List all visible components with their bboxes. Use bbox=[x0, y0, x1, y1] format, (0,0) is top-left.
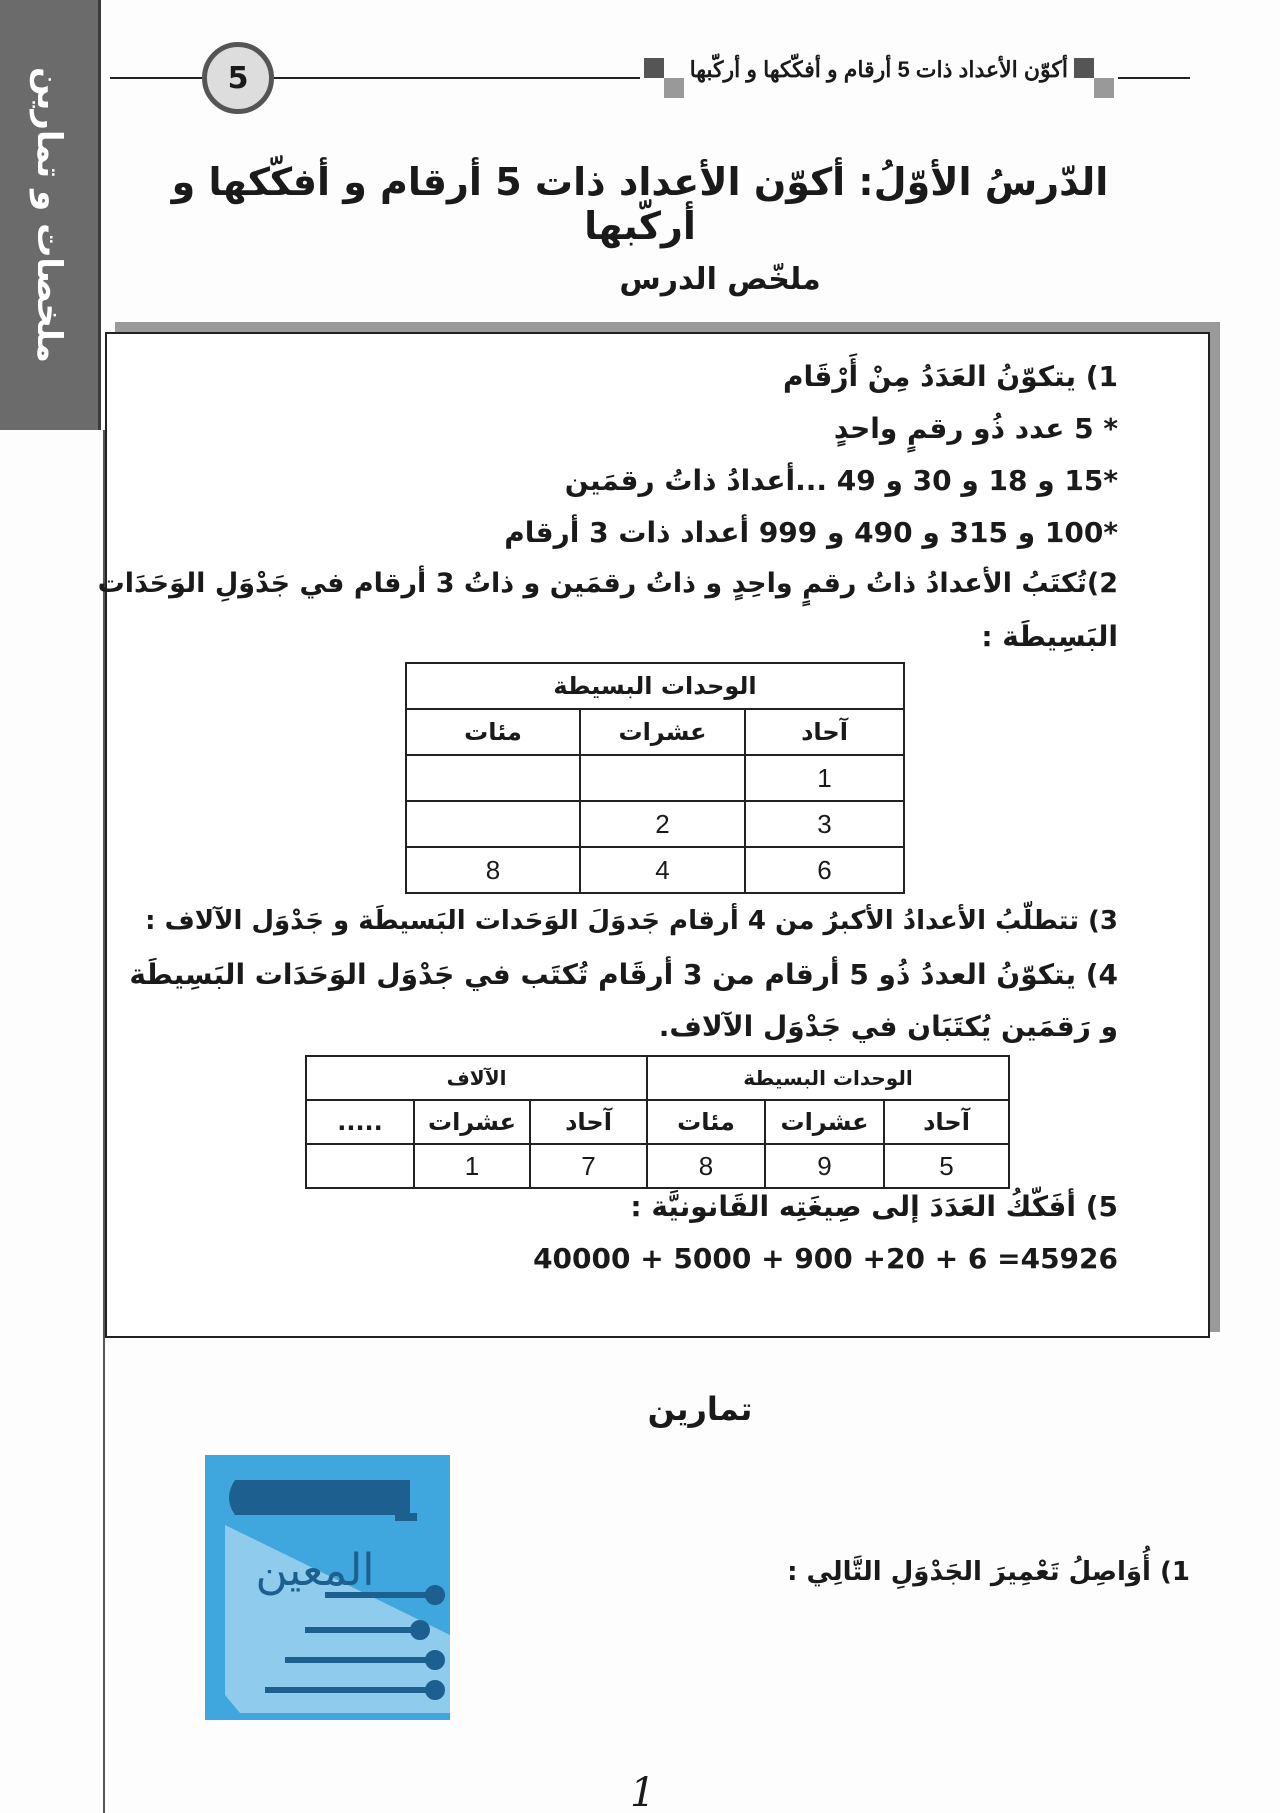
header-square-icon bbox=[644, 58, 684, 98]
place-value-table bbox=[305, 1055, 1010, 1189]
header-rule-left bbox=[110, 77, 202, 79]
header-rule-mid bbox=[274, 77, 640, 79]
table-cell: 1 bbox=[745, 755, 904, 801]
exercise-1-prompt: 1) أُوَاصِلُ تَعْمِيرَ الجَدْوَلِ التَّالِي : bbox=[787, 1557, 1190, 1587]
side-tab-label-wrap bbox=[0, 0, 98, 430]
table-cell bbox=[580, 755, 745, 801]
summary-line: و رَقمَين يُكتَبَان في جَدْوَل الآلاف. bbox=[658, 1010, 1118, 1043]
column-header: مئات bbox=[647, 1100, 765, 1144]
table-cell: 4 bbox=[580, 847, 745, 893]
table-cell: 8 bbox=[406, 847, 580, 893]
table-cell: 1 bbox=[414, 1144, 530, 1188]
group-header-simple: الوحدات البسيطة bbox=[647, 1056, 1009, 1100]
column-header: ..... bbox=[306, 1100, 414, 1144]
exercises-heading: تمارين bbox=[647, 1390, 753, 1428]
table-cell: 3 bbox=[745, 801, 904, 847]
group-header-thousands: الآلاف bbox=[306, 1056, 647, 1100]
table-cell bbox=[306, 1144, 414, 1188]
table-cell: 9 bbox=[765, 1144, 884, 1188]
summary-line: 5) أفَكّكُ العَدَدَ إلى صِيغَتِه القَانونيَّة : bbox=[630, 1190, 1118, 1223]
summary-line: 1) يتكوّنُ العَدَدُ مِنْ أَرْقَام bbox=[782, 360, 1118, 393]
column-header: آحاد bbox=[745, 709, 904, 755]
decomposition-formula: 40000 + 5000 + 900 +20 + 6 =45926 bbox=[533, 1242, 1118, 1275]
almoein-logo bbox=[205, 1455, 450, 1720]
column-header: عشرات bbox=[765, 1100, 884, 1144]
column-header: عشرات bbox=[414, 1100, 530, 1144]
page-header bbox=[110, 42, 1190, 114]
summary-heading: ملخّص الدرس bbox=[619, 262, 821, 297]
table-cell: 8 bbox=[647, 1144, 765, 1188]
summary-line: 3) تتطلّبُ الأعدادُ الأكبرُ من 4 أرقام جَدوَلَ الوَحَدات البَسيطَة و جَدْوَل الآلاف : bbox=[145, 906, 1118, 936]
table-cell: 2 bbox=[580, 801, 745, 847]
column-header: عشرات bbox=[580, 709, 745, 755]
table-cell: 5 bbox=[884, 1144, 1009, 1188]
logo-text: المعين bbox=[255, 1545, 375, 1596]
table-cell: 6 bbox=[745, 847, 904, 893]
summary-line: 2)تُكتَبُ الأعدادُ ذاتُ رقمٍ واحِدٍ و ذاتُ رقمَين و ذاتُ 3 أرقام في جَدْوَلِ الوَحَدَات bbox=[97, 568, 1118, 599]
table-title: الوحدات البسيطة bbox=[406, 663, 904, 709]
simple-units-table bbox=[405, 662, 905, 894]
header-square-icon bbox=[1074, 58, 1114, 98]
summary-line: *100 و 315 و 490 و 999 أعداد ذات 3 أرقام bbox=[504, 516, 1118, 549]
summary-line: البَسِيطَة : bbox=[981, 620, 1118, 653]
summary-line: * 5 عدد ذُو رقمٍ واحدٍ bbox=[833, 412, 1118, 445]
running-title: أكوّن الأعداد ذات 5 أرقام و أفكّكها و أركّبها bbox=[689, 57, 1068, 82]
handwritten-mark: 1 bbox=[630, 1770, 656, 1813]
header-rule-right bbox=[1118, 77, 1190, 79]
column-header: مئات bbox=[406, 709, 580, 755]
summary-line: *15 و 18 و 30 و 49 ...أعدادُ ذاتُ رقمَين bbox=[564, 464, 1118, 497]
summary-line: 4) يتكوّنُ العددُ ذُو 5 أرقام من 3 أرقَام تُكتَب في جَدْوَل الوَحَدَات البَسِيطَة bbox=[129, 958, 1118, 991]
side-tab-label: ملخصات و تمارين bbox=[29, 67, 69, 363]
table-cell: 7 bbox=[530, 1144, 647, 1188]
table-cell bbox=[406, 801, 580, 847]
lesson-title: الدّرسُ الأوّلُ: أكوّن الأعداد ذات 5 أرقام و أفكّكها و أركّبها bbox=[171, 160, 1109, 248]
column-header: آحاد bbox=[530, 1100, 647, 1144]
table-cell bbox=[406, 755, 580, 801]
column-header: آحاد bbox=[884, 1100, 1009, 1144]
page-number-badge: 5 bbox=[202, 42, 274, 114]
